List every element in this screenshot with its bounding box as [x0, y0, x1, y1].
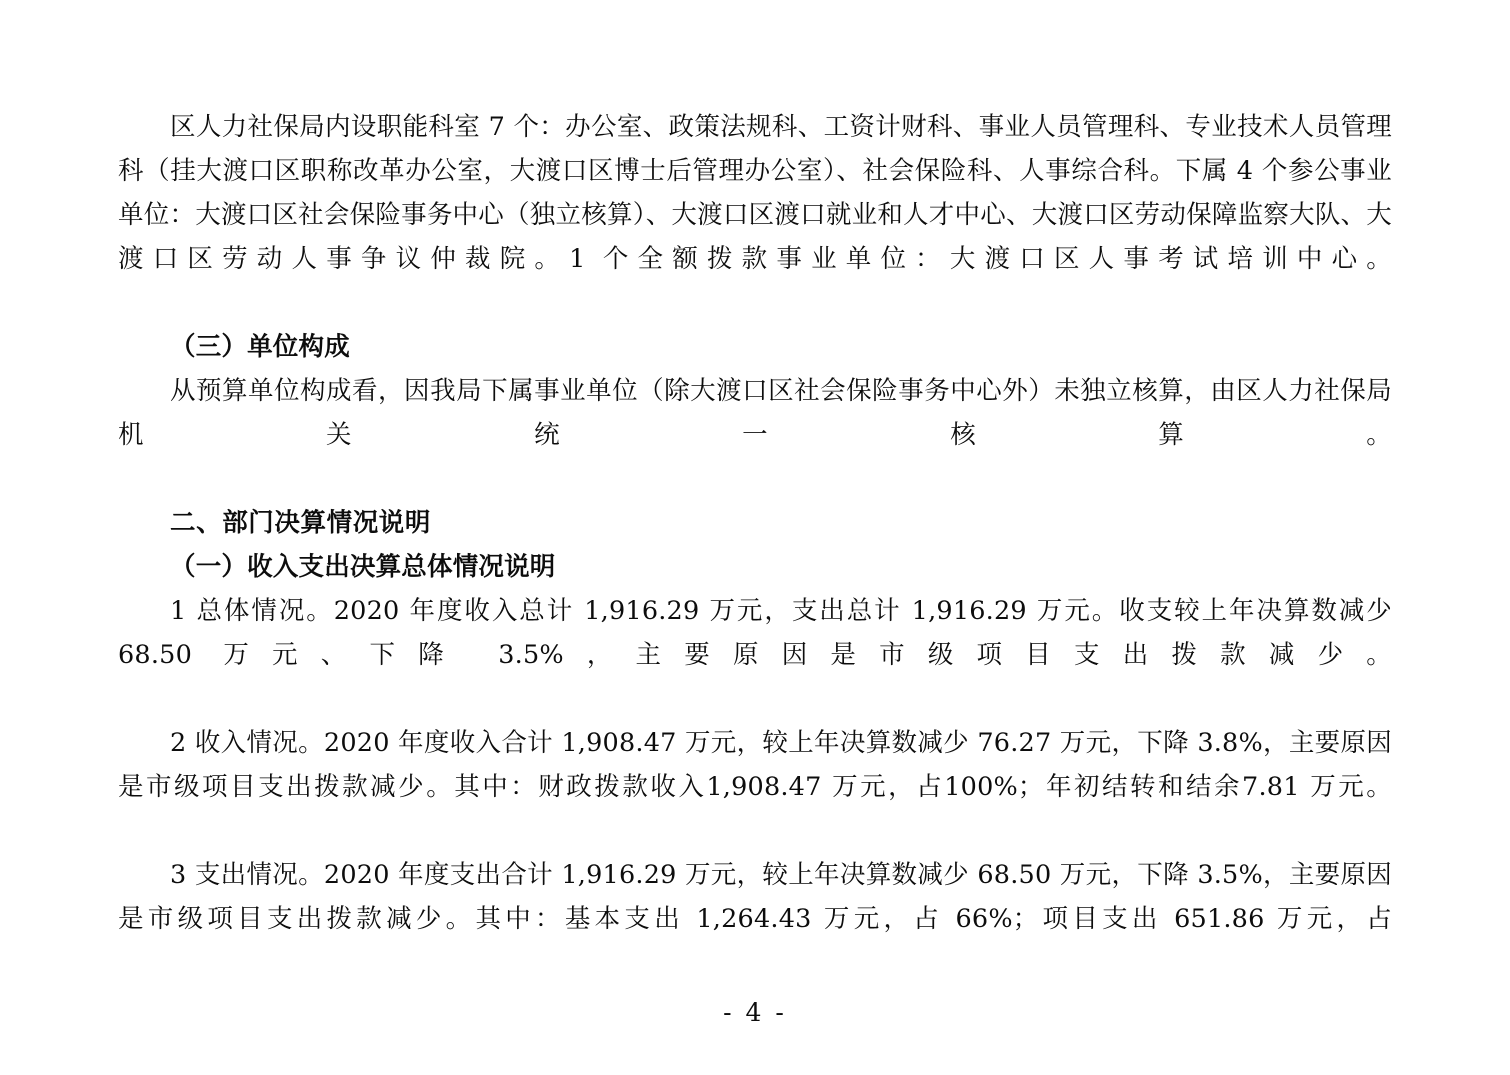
heading-section-two: 二、部门决算情况说明	[170, 508, 432, 538]
paragraph-income-situation: 2 收入情况。2020 年度收入合计 1,908.47 万元，较上年决算数减少 76.27 万元，下降 3.8%，主要原因是市级项目支出拨款减少。其中：财政拨款收入1,908.47 万元，占100%；年初结转和结余7.81 万元。	[118, 728, 1392, 802]
heading-income-expenditure-overview: （一）收入支出决算总体情况说明	[170, 552, 556, 582]
page-number: - 4 -	[723, 998, 787, 1027]
paragraph-budget-unit-composition: 从预算单位构成看，因我局下属事业单位（除大渡口区社会保险事务中心外）未独立核算，由区人力社保局机关统一核算。	[118, 376, 1392, 450]
paragraph-overall-situation: 1 总体情况。2020 年度收入总计 1,916.29 万元，支出总计 1,916.29 万元。收支较上年决算数减少 68.50 万元、下降 3.5%，主要原因是市级项目支出拨款减少。	[118, 596, 1392, 670]
heading-unit-composition: （三）单位构成	[170, 332, 350, 362]
paragraph-department-sections: 区人力社保局内设职能科室 7 个：办公室、政策法规科、工资计财科、事业人员管理科、专业技术人员管理科（挂大渡口区职称改革办公室，大渡口区博士后管理办公室）、社会保险科、人事综合科。下属 4 个参公事业单位：大渡口区社会保险事务中心（独立核算）、大渡口区渡口就业和人才中心、大渡口区劳动保障监察大队、大渡口区劳动人事争议仲裁院。1 个全额拨款事业单位：大渡口区人事考试培训中心。	[118, 112, 1392, 274]
paragraph-expenditure-situation: 3 支出情况。2020 年度支出合计 1,916.29 万元，较上年决算数减少 68.50 万元，下降 3.5%，主要原因是市级项目支出拨款减少。其中：基本支出 1,264.43 万元，占 66%；项目支出 651.86 万元，占	[118, 860, 1392, 934]
